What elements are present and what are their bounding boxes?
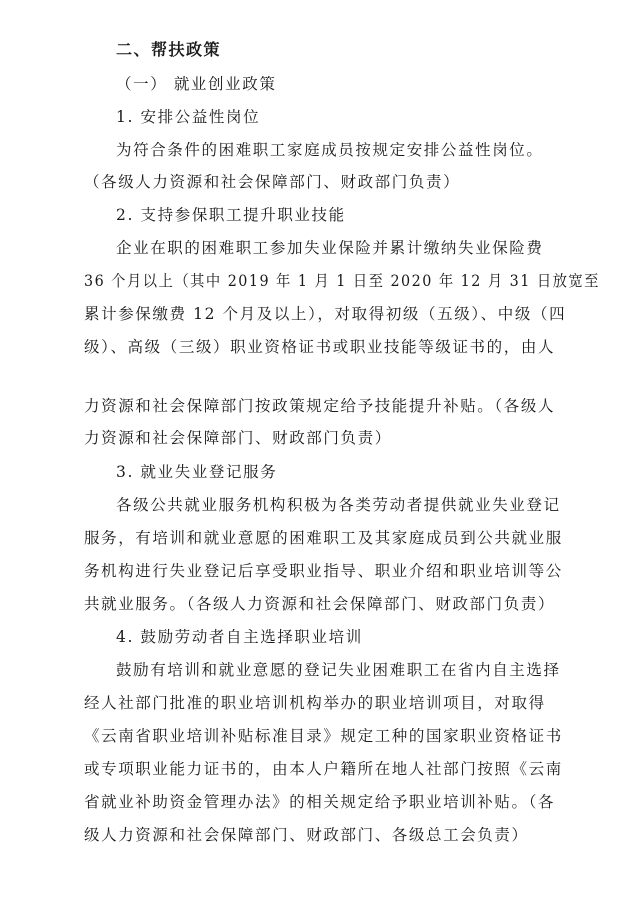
item-4-line-5: 省就业补助资金管理办法》的相关规定给予职业培训补贴。（各 (84, 793, 556, 811)
item-2-line-4: 级）、高级（三级）职业资格证书或职业技能等级证书的，由人 (84, 338, 556, 356)
item-title-1: 1. 安排公益性岗位 (116, 108, 261, 126)
item-2-line-5: 力资源和社会保障部门按政策规定给予技能提升补贴。（各级人 (84, 397, 556, 415)
item-title-3: 3. 就业失业登记服务 (116, 463, 278, 481)
item-4-line-3: 《云南省职业培训补贴标准目录》规定工种的国家职业资格证书 (84, 727, 563, 745)
subsection-title: （一） 就业创业政策 (116, 75, 277, 93)
item-1-line-2: （各级人力资源和社会保障部门、财政部门负责） (84, 173, 461, 191)
item-title-2: 2. 支持参保职工提升职业技能 (116, 206, 346, 224)
item-3-line-2: 服务，有培训和就业意愿的困难职工及其家庭成员到公共就业服 (84, 529, 563, 547)
item-1-line-1: 为符合条件的困难职工家庭成员按规定安排公益性岗位。 (116, 141, 544, 159)
item-3-line-4: 共就业服务。（各级人力资源和社会保障部门、财政部门负责） (84, 595, 556, 613)
item-4-line-2: 经人社部门批准的职业培训机构举办的职业培训项目，对取得 (84, 694, 546, 712)
item-3-line-1: 各级公共就业服务机构积极为各类劳动者提供就业失业登记 (116, 496, 561, 514)
section-title: 二、帮扶政策 (116, 40, 222, 59)
item-4-line-4: 或专项职业能力证书的，由本人户籍所在地人社部门按照《云南 (84, 760, 563, 778)
item-2-line-3: 累计参保缴费 12 个月及以上），对取得初级（五级）、中级（四 (84, 305, 567, 323)
item-title-4: 4. 鼓励劳动者自主选择职业培训 (116, 628, 363, 646)
item-2-line-6: 力资源和社会保障部门、财政部门负责） (84, 429, 392, 447)
item-2-line-1: 企业在职的困难职工参加失业保险并累计缴纳失业保险费 (116, 239, 544, 257)
item-4-line-1: 鼓励有培训和就业意愿的登记失业困难职工在省内自主选择 (116, 661, 561, 679)
item-4-line-6: 级人力资源和社会保障部门、财政部门、各级总工会负责） (84, 826, 529, 844)
item-3-line-3: 务机构进行失业登记后享受职业指导、职业介绍和职业培训等公 (84, 562, 563, 580)
item-2-line-2: 36 个月以上（其中 2019 年 1 月 1 日至 2020 年 12 月 31 日放宽至 (84, 272, 600, 290)
